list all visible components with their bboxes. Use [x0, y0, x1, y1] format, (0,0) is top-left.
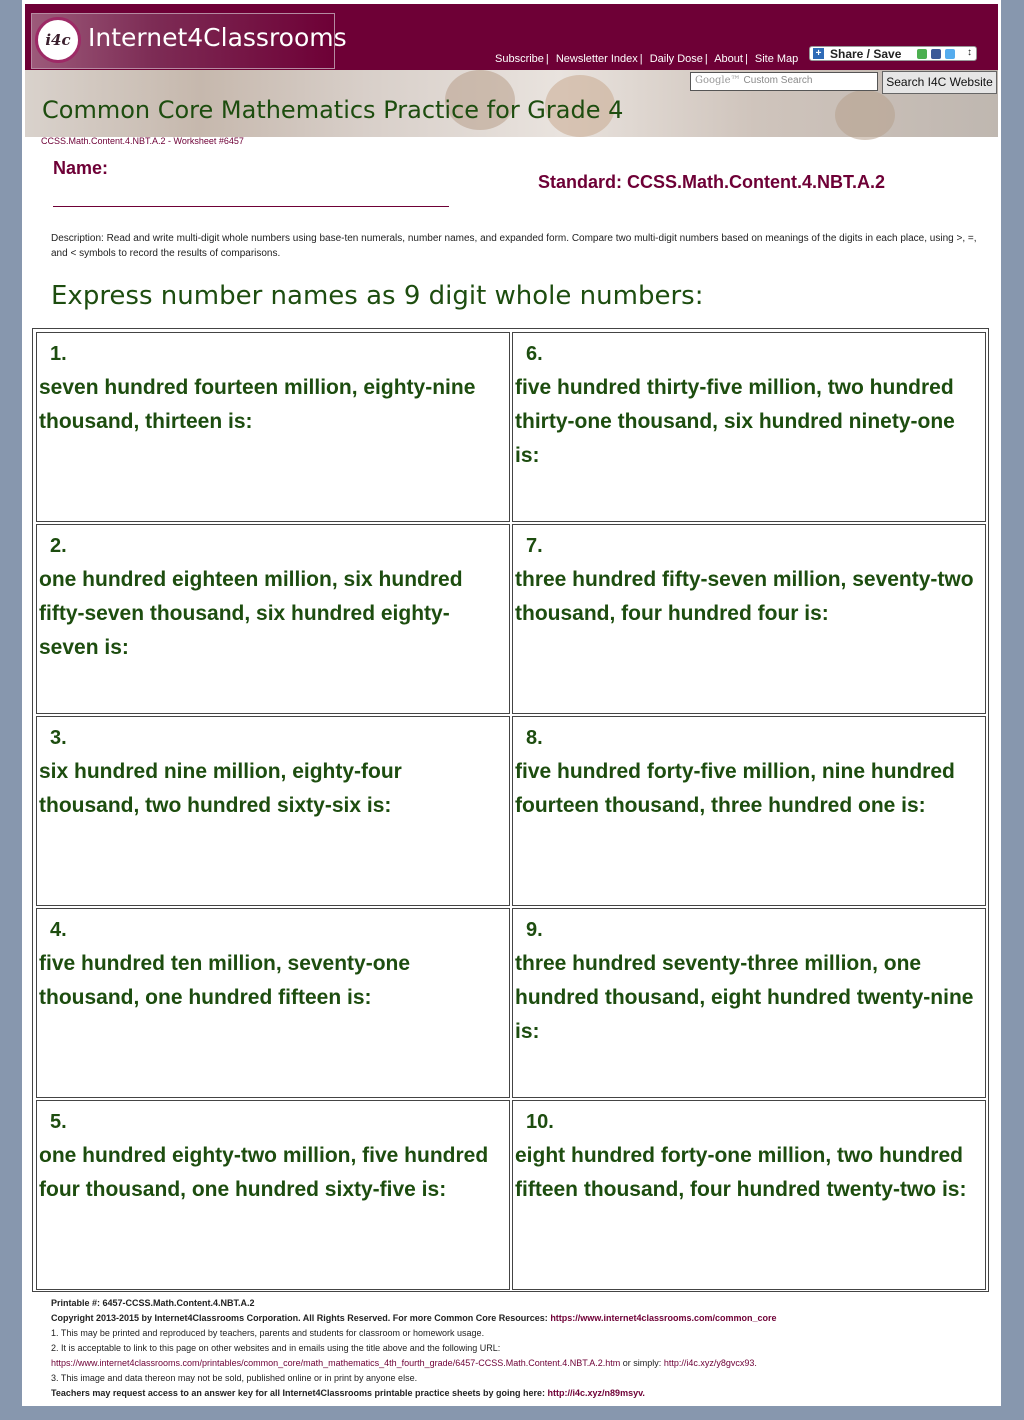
footer-note-2: 2. It is acceptable to link to this page on other websites and in emails using the title above and the following URL: [51, 1343, 501, 1353]
problem-text: five hundred forty-five million, nine hundred fourteen thousand, three hundred one is: [515, 760, 955, 817]
answer-key-link[interactable]: http://i4c.xyz/n89msyv. [547, 1388, 645, 1398]
worksheet-url-link[interactable]: https://www.internet4classrooms.com/printables/common_core/math_mathematics_4th_fourth_grade/6457-CCSS.Math.Content.4.NBT.A.2.htm [51, 1358, 621, 1368]
problem-number: 4. [50, 919, 67, 941]
problem-text: three hundred seventy-three million, one hundred thousand, eight hundred twenty-nine is: [515, 952, 974, 1043]
share-plus-icon: + [813, 48, 824, 59]
problem-cell-6 [512, 332, 986, 522]
name-line [53, 206, 449, 207]
footer-note-1: 1. This may be printed and reproduced by teachers, parents and students for classroom or homework usage. [51, 1328, 485, 1338]
nav-newsletter-index[interactable]: Newsletter Index [555, 53, 638, 65]
problem-cell-3 [36, 716, 510, 906]
share-save-label: Share / Save [830, 47, 902, 61]
description-text: Description: Read and write multi-digit whole numbers using base-ten numerals, number names, and expanded form. Compare two multi-digit numbers based on meanings of the digits in each place, using >, =, and < symbols to record the results of comparisons. [51, 233, 977, 259]
short-url-link[interactable]: http://i4c.xyz/y8gvcx93. [663, 1358, 757, 1368]
problem-cell-5 [36, 1100, 510, 1290]
share-save-button[interactable] [809, 46, 977, 61]
common-core-link[interactable]: https://www.internet4classrooms.com/common_core [550, 1313, 777, 1323]
problem-cell-2 [36, 524, 510, 714]
copyright-line [51, 1311, 991, 1326]
problem-number: 3. [50, 727, 67, 749]
answer-key-text: Teachers may request access to an answer key for all Internet4Classrooms printable practice sheets by going here: [51, 1388, 546, 1398]
banner-photo-figure [835, 90, 895, 140]
facebook-icon[interactable] [931, 49, 941, 59]
nav-subscribe[interactable]: Subscribe [495, 53, 544, 65]
problem-cell-9 [512, 908, 986, 1098]
header-banner [25, 70, 998, 137]
worksheet-id: CCSS.Math.Content.4.NBT.A.2 - Worksheet #6457 [41, 136, 244, 146]
nav-daily-dose[interactable]: Daily Dose [649, 53, 703, 65]
site-header [25, 4, 998, 70]
copyright-text: Copyright 2013-2015 by Internet4Classrooms Corporation. All Rights Reserved. For more Common Core Resources: [51, 1313, 548, 1323]
problem-text: three hundred fifty-seven million, seventy-two thousand, four hundred four is: [515, 568, 974, 625]
problem-cell-7 [512, 524, 986, 714]
name-label: Name: [53, 158, 109, 178]
problem-text: seven hundred fourteen million, eighty-nine thousand, thirteen is: [39, 376, 476, 433]
problem-grid [32, 328, 989, 1292]
top-navigation: Subscribe | Newsletter Index | Daily Dose | About | Site Map [495, 53, 799, 65]
problem-text: one hundred eighty-two million, five hundred four thousand, one hundred sixty-five is: [39, 1144, 489, 1201]
problem-number: 9. [526, 919, 543, 941]
problem-text: five hundred thirty-five million, two hundred thirty-one thousand, six hundred ninety-one is: [515, 376, 955, 467]
problem-cell-8 [512, 716, 986, 906]
problem-text: six hundred nine million, eighty-four thousand, two hundred sixty-six is: [39, 760, 402, 817]
footer-note-3: 3. This image and data thereon may not be sold, published online or in print by anyone else. [51, 1373, 418, 1383]
footer [51, 1296, 991, 1401]
site-logo[interactable] [31, 13, 347, 69]
problem-number: 10. [526, 1111, 554, 1133]
google-logo: Google™ [695, 75, 741, 86]
problem-cell-1 [36, 332, 510, 522]
printable-number: Printable #: 6457-CCSS.Math.Content.4.NBT.A.2 [51, 1298, 255, 1308]
problem-number: 6. [526, 343, 543, 365]
problem-text: one hundred eighteen million, six hundred fifty-seven thousand, six hundred eighty-seven is: [39, 568, 463, 659]
problem-cell-4 [36, 908, 510, 1098]
nav-about[interactable]: About [714, 53, 743, 65]
problem-number: 7. [526, 535, 543, 557]
answer-key-line [51, 1386, 991, 1401]
footer-url-line [51, 1356, 991, 1371]
problem-number: 1. [50, 343, 67, 365]
page-title: Common Core Mathematics Practice for Grade 4 [42, 96, 624, 124]
problem-number: 8. [526, 727, 543, 749]
standard-label: Standard: CCSS.Math.Content.4.NBT.A.2 [538, 172, 886, 192]
email-share-icon[interactable] [917, 49, 927, 59]
logo-badge: i4c [35, 17, 81, 63]
problem-text: eight hundred forty-one million, two hundred fifteen thousand, four hundred twenty-two is: [515, 1144, 967, 1201]
search-input[interactable] [690, 72, 878, 91]
twitter-icon[interactable] [945, 49, 955, 59]
or-simply-text: or simply: [622, 1358, 662, 1368]
problem-number: 2. [50, 535, 67, 557]
search-placeholder: Custom Search [743, 75, 813, 86]
problem-cell-10 [512, 1100, 986, 1290]
problem-text: five hundred ten million, seventy-one thousand, one hundred fifteen is: [39, 952, 411, 1009]
worksheet-page [22, 0, 1001, 1406]
logo-text: Internet4Classrooms [88, 23, 347, 52]
instructions-heading: Express number names as 9 digit whole numbers: [51, 281, 704, 311]
search-button[interactable]: Search I4C Website [882, 71, 997, 94]
problem-number: 5. [50, 1111, 67, 1133]
nav-site-map[interactable]: Site Map [754, 53, 799, 65]
chevron-down-icon[interactable]: ↕ [967, 47, 972, 58]
